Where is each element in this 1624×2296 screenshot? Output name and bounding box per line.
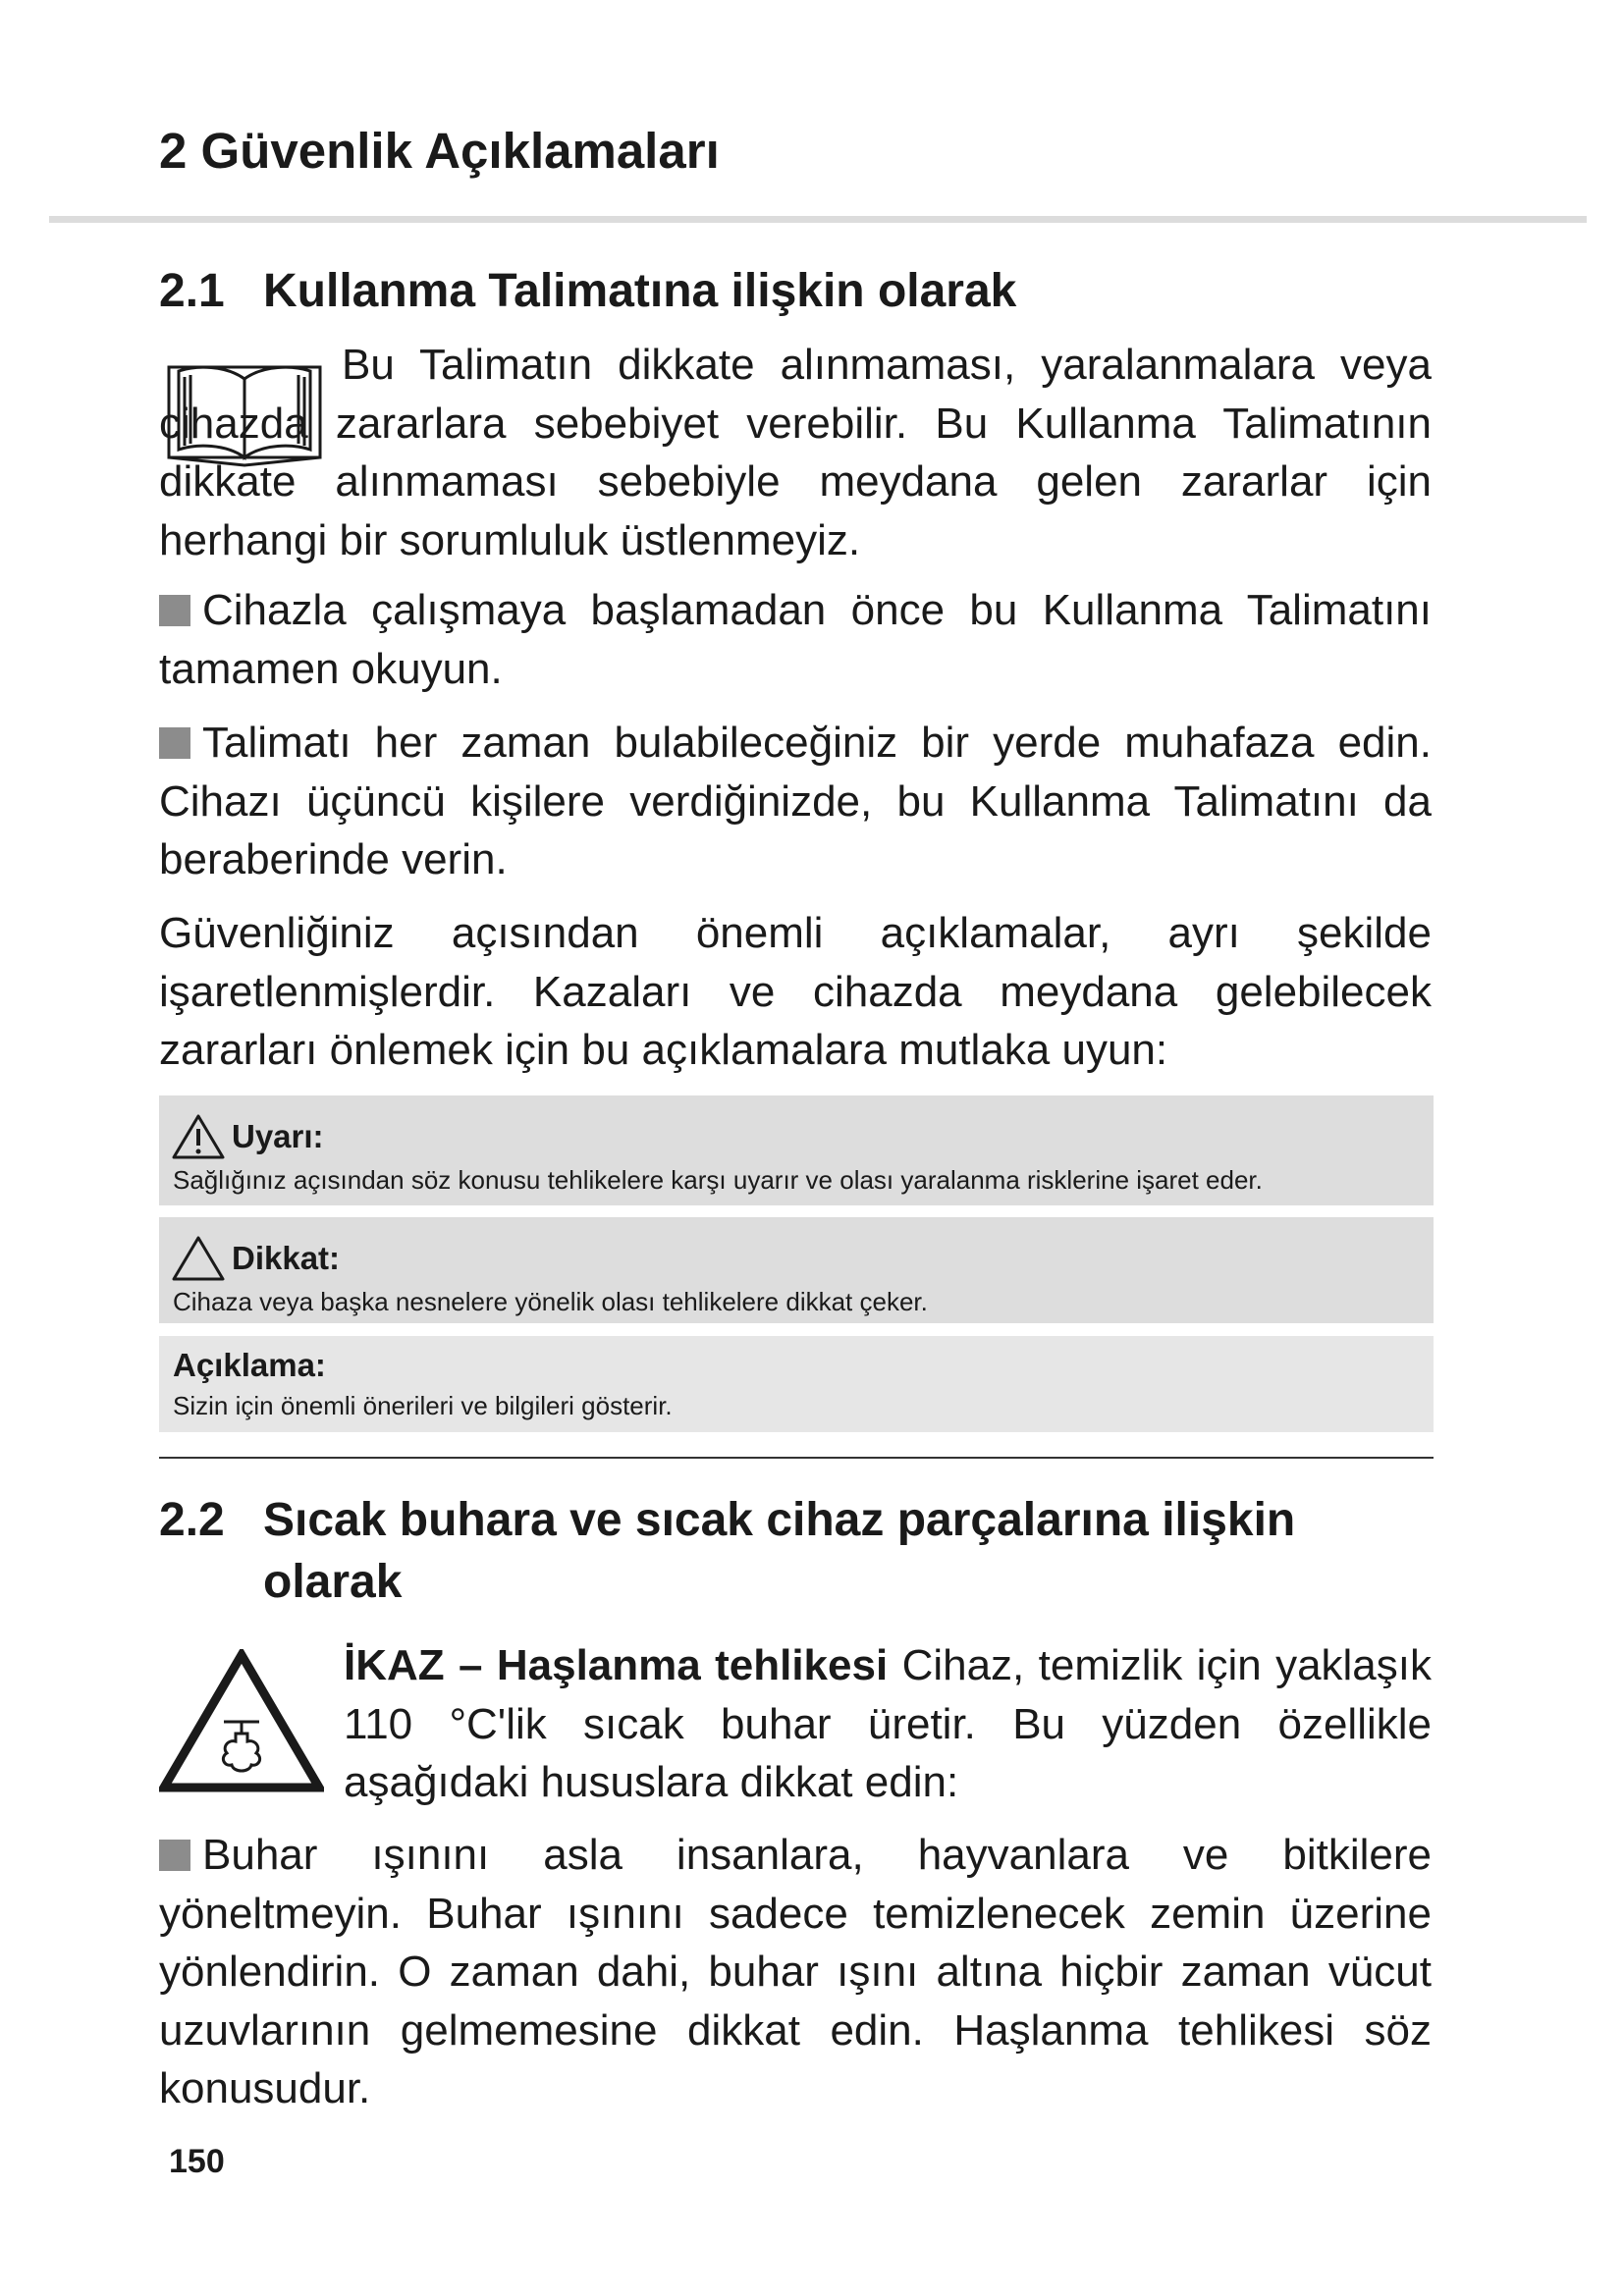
chapter-title: 2 Güvenlik Açıklamaları xyxy=(159,123,720,179)
scald-warning-text: Cihaz, temizlik için yaklaşık 110 °C'lik sıcak buhar üretir. Bu yüzden özellikle aşağıdaki hususlara dikkat edin: xyxy=(344,1641,1433,1806)
warning-text: Sağlığınız açısından söz konusu tehlikelere karşı uyarır ve olası yaralanma risklerine işaret eder. xyxy=(173,1165,1263,1195)
caution-label: Dikkat: xyxy=(232,1240,341,1276)
warning-note-box xyxy=(159,1095,1434,1205)
warning-label: Uyarı: xyxy=(232,1118,324,1154)
section-title-2-1 xyxy=(159,260,1412,322)
list-item xyxy=(159,714,1432,889)
page-number: 150 xyxy=(169,2143,225,2180)
caution-note-box xyxy=(159,1217,1434,1323)
section-heading: Kullanma Talimatına ilişkin olarak xyxy=(263,265,1017,317)
caution-text: Cihaza veya başka nesnelere yönelik olası tehlikelere dikkat çeker. xyxy=(173,1287,928,1316)
scald-warning-label: İKAZ – Haşlanma tehlikesi xyxy=(344,1641,889,1689)
info-note-box xyxy=(159,1336,1434,1432)
list-item-text: Talimatı her zaman bulabileceğiniz bir yerde muhafaza edin. Cihazı üçüncü kişilere verdiğinizde, bu Kullanma Talimatını da beraberinde verin. xyxy=(159,719,1432,883)
list-item xyxy=(159,581,1432,698)
section-title-2-2 xyxy=(159,1489,1412,1613)
section-divider xyxy=(159,1457,1434,1459)
bullet-square xyxy=(159,1840,190,1871)
section-heading: Sıcak buhara ve sıcak cihaz parçalarına ilişkin olarak xyxy=(263,1494,1296,1608)
warning-triangle-icon xyxy=(171,1113,226,1160)
info-text: Sizin için önemli önerileri ve bilgileri gösterir. xyxy=(173,1391,673,1420)
list-item-text: Buhar ışınını asla insanlara, hayvanlara ve bitkilere yöneltmeyin. Buhar ışınını sadece temizlenecek zemin üzerine yönlendirin. O zaman dahi, buhar ışını altına hiçbir zaman vücut uzuvlarının gelmemesine dikkat edin. Haşlanma tehlikesi söz konusudur. xyxy=(159,1831,1432,2112)
bullet-square xyxy=(159,727,190,759)
caution-triangle-icon xyxy=(171,1235,226,1282)
intro-paragraph: Bu Talimatın dikkate alınmaması, yaralanmalara veya cihazda zararlara sebebiyet verebilir. Bu Kullanma Talimatının dikkate alınmaması sebebiyle meydana gelen zararlar için herhangi bir sorumluluk üstlenmeyiz. xyxy=(159,341,1432,564)
list-item xyxy=(159,1826,1432,2118)
hot-steam-hazard-icon xyxy=(159,1649,324,1792)
safety-paragraph: Güvenliğiniz açısından önemli açıklamalar, ayrı şekilde işaretlenmişlerdir. Kazaları ve cihazda meydana gelebilecek zararları önlemek için bu açıklamalara mutlaka uyun: xyxy=(159,909,1432,1074)
chapter-divider xyxy=(49,216,1587,223)
section-number: 2.1 xyxy=(159,265,225,317)
section-number: 2.2 xyxy=(159,1494,225,1546)
bullet-square xyxy=(159,595,190,626)
scald-warning-paragraph xyxy=(344,1636,1432,1812)
list-item-text: Cihazla çalışmaya başlamadan önce bu Kullanma Talimatını tamamen okuyun. xyxy=(159,586,1432,693)
info-label: Açıklama: xyxy=(173,1347,326,1383)
